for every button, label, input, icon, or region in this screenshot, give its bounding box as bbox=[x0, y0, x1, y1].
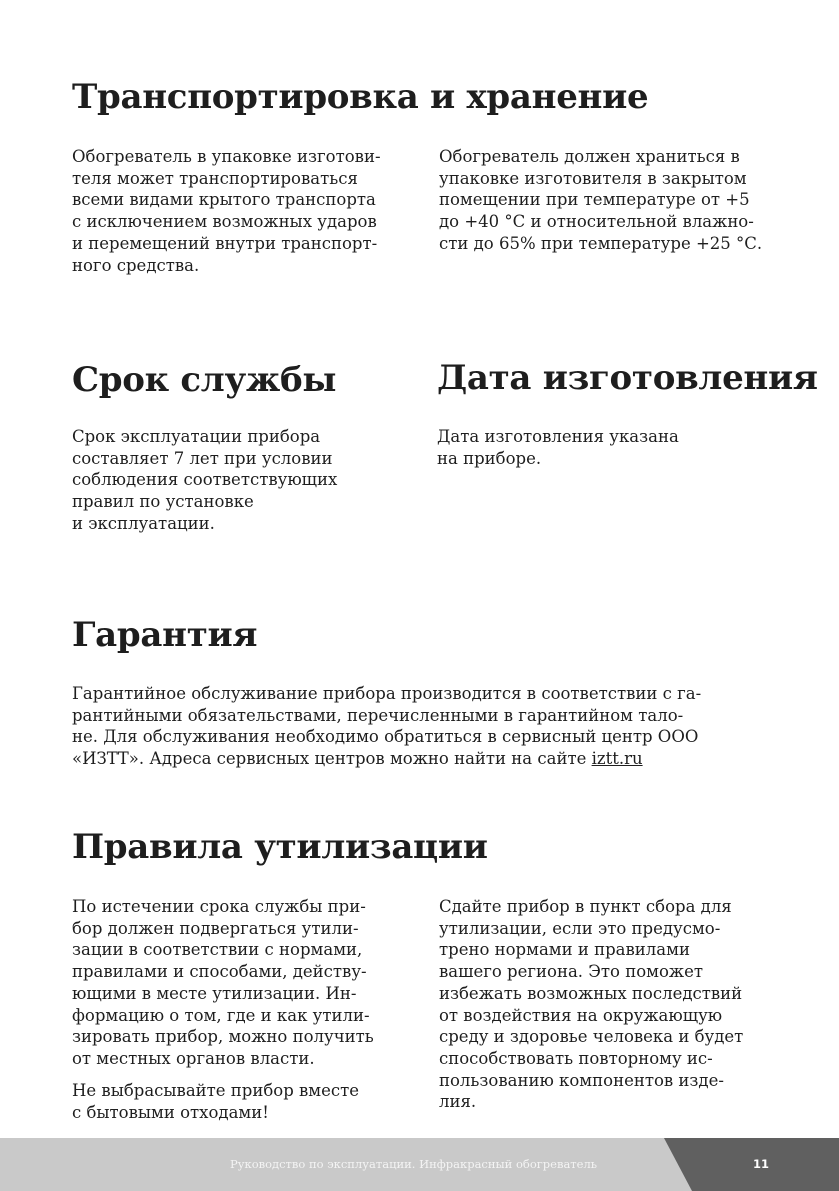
text-line: По истечении срока службы при- bbox=[72, 897, 366, 916]
heading-service-life: Срок службы bbox=[72, 360, 337, 400]
text-line: соблюдения соответствующих bbox=[72, 470, 338, 490]
warranty-text bbox=[72, 683, 701, 770]
text-line: Обогреватель в упаковке изготови- bbox=[72, 147, 381, 166]
page-number-tab bbox=[664, 1138, 839, 1191]
text-line: от местных органов власти. bbox=[72, 1048, 315, 1068]
disposal-text-left bbox=[72, 896, 374, 1070]
text-line: зации в соответствии с нормами, bbox=[72, 940, 363, 960]
text-line: и перемещений внутри транспорт- bbox=[72, 233, 378, 253]
text-line-content: «ИЗТТ». Адреса сервисных центров можно найти на сайте bbox=[72, 749, 592, 769]
text-line: ного средства. bbox=[72, 255, 200, 275]
transport-text bbox=[72, 146, 381, 276]
text-line: правил по установке bbox=[72, 492, 254, 512]
heading-warranty: Гарантия bbox=[72, 615, 258, 655]
storage-text bbox=[439, 146, 762, 255]
text-line bbox=[72, 748, 701, 770]
text-line: правилами и способами, действу- bbox=[72, 962, 367, 982]
heading-transport-storage: Транспортировка и хранение bbox=[72, 77, 649, 117]
service-center-link[interactable]: iztt.ru bbox=[591, 749, 643, 769]
text-line: от воздействия на окружающую bbox=[439, 1005, 723, 1025]
text-line: способствовать повторному ис- bbox=[439, 1048, 713, 1068]
text-line: рантийными обязательствами, перечисленными в гарантийном тало- bbox=[72, 705, 684, 725]
text-line: пользованию компонентов изде- bbox=[439, 1070, 724, 1090]
page-number: 11 bbox=[753, 1157, 770, 1171]
text-line: с бытовыми отходами! bbox=[72, 1102, 269, 1122]
disposal-text-right bbox=[439, 896, 743, 1113]
text-line: упаковке изготовителя в закрытом bbox=[439, 168, 747, 188]
text-line: с исключением возможных ударов bbox=[72, 212, 377, 232]
heading-disposal: Правила утилизации bbox=[72, 827, 488, 867]
text-line: и эксплуатации. bbox=[72, 513, 215, 533]
text-line: лия. bbox=[439, 1092, 477, 1112]
text-line: формацию о том, где и как утили- bbox=[72, 1005, 370, 1025]
text-line: не. Для обслуживания необходимо обратиться в сервисный центр ООО bbox=[72, 727, 699, 747]
text-line: Обогреватель должен храниться в bbox=[439, 147, 740, 166]
heading-manufacture-date: Дата изготовления bbox=[437, 358, 818, 398]
text-line: на приборе. bbox=[437, 448, 542, 468]
text-line: избежать возможных последствий bbox=[439, 983, 743, 1003]
manufacture-date-text bbox=[437, 426, 679, 469]
text-line: Срок эксплуатации прибора bbox=[72, 427, 321, 446]
text-line: теля может транспортироваться bbox=[72, 168, 358, 188]
text-line: утилизации, если это предусмо- bbox=[439, 918, 721, 938]
page-footer bbox=[0, 1138, 839, 1191]
text-line: трено нормами и правилами bbox=[439, 940, 690, 960]
text-line: вашего региона. Это поможет bbox=[439, 962, 703, 982]
text-line: всеми видами крытого транспорта bbox=[72, 190, 376, 210]
service-life-text bbox=[72, 426, 337, 535]
text-line: Сдайте прибор в пункт сбора для bbox=[439, 897, 732, 916]
text-line: Гарантийное обслуживание прибора производится в соответствии с га- bbox=[72, 684, 702, 703]
text-line: Дата изготовления указана bbox=[437, 427, 679, 446]
text-line: помещении при температуре от +5 bbox=[439, 190, 750, 210]
disposal-warning-text bbox=[72, 1080, 359, 1123]
text-line: сти до 65% при температуре +25 °С. bbox=[439, 233, 763, 253]
text-line: до +40 °С и относительной влажно- bbox=[439, 212, 754, 232]
text-line: составляет 7 лет при условии bbox=[72, 448, 333, 468]
text-line: среду и здоровье человека и будет bbox=[439, 1027, 744, 1047]
text-line: зировать прибор, можно получить bbox=[72, 1027, 374, 1047]
text-line: ющими в месте утилизации. Ин- bbox=[72, 983, 357, 1003]
text-line: бор должен подвергаться утили- bbox=[72, 918, 359, 938]
footer-manual-title: Руководство по эксплуатации. Инфракрасный обогреватель bbox=[230, 1157, 598, 1171]
text-line: Не выбрасывайте прибор вместе bbox=[72, 1081, 360, 1100]
